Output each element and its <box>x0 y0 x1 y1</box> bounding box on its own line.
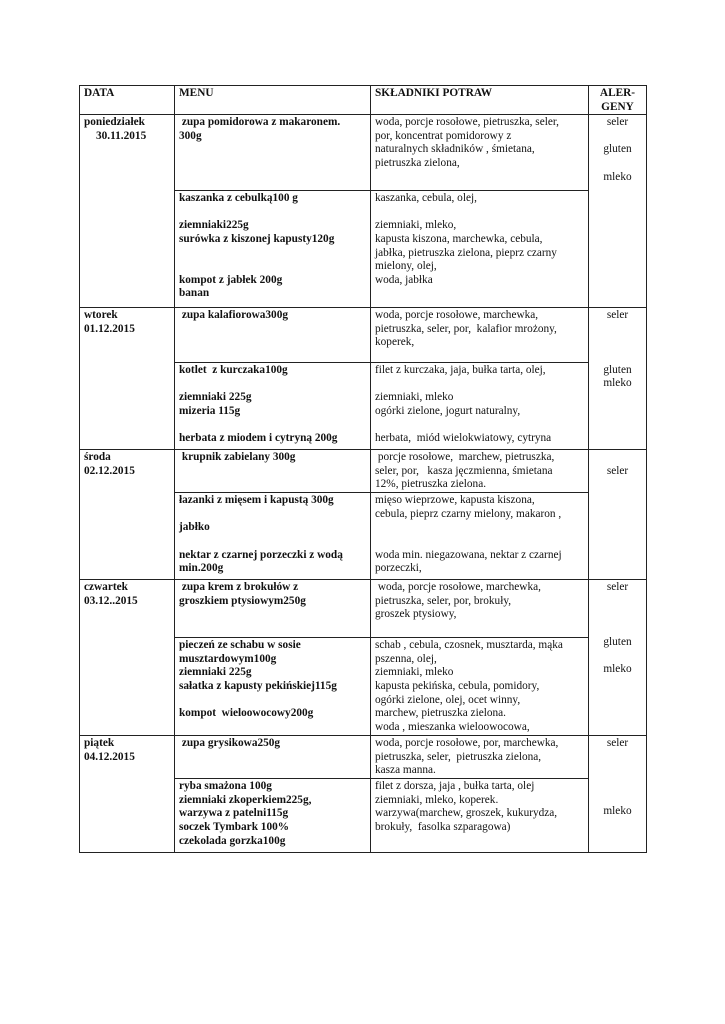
main-menu-line: kotlet z kurczaka100g <box>179 364 288 377</box>
header-allergens: ALER- GENY <box>589 86 647 115</box>
day-name: wtorek <box>84 309 118 322</box>
main-menu-line: kompot wieloowocowy200g <box>179 707 314 720</box>
main-ingredients-cell <box>371 493 589 580</box>
soup-ingredients-cell <box>371 308 589 363</box>
main-menu-line: kaszanka z cebulką100 g <box>179 192 298 205</box>
main-menu-line: łazanki z mięsem i kapustą 300g <box>179 494 334 507</box>
main-ingredients-line <box>375 419 584 433</box>
soup-ingredients-line: woda, porcje rosołowe, por, marchewka, <box>375 737 559 750</box>
main-menu-line: ziemniaki 225g <box>179 666 252 679</box>
allergen-line <box>593 649 642 663</box>
main-ingredients-line: jabłka, pietruszka zielona, pieprz czarny <box>375 246 557 259</box>
soup-ingredients-line: porcje rosołowe, marchew, pietruszka, <box>375 451 555 464</box>
main-menu-line <box>179 508 366 522</box>
main-menu-line: min.200g <box>179 562 224 575</box>
soup-menu-line: krupnik zabielany 300g <box>179 451 296 464</box>
day-date: 04.12.2015 <box>84 750 135 763</box>
main-ingredients-cell <box>371 638 589 736</box>
allergen-line <box>593 323 642 337</box>
main-menu-line: kompot z jabłek 200g <box>179 273 283 286</box>
main-ingredients-cell <box>371 191 589 308</box>
soup-ingredients-line: woda, porcje rosołowe, pietruszka, seler, <box>375 116 559 129</box>
main-menu-line <box>179 260 366 274</box>
allergen-line: seler <box>606 581 629 594</box>
soup-ingredients-line: koperek, <box>375 336 415 349</box>
allergen-line <box>593 336 642 350</box>
soup-ingredients-cell <box>371 580 589 638</box>
main-menu-line <box>179 419 366 433</box>
day-name: środa <box>84 451 111 464</box>
main-menu-line: musztardowym100g <box>179 652 277 665</box>
soup-ingredients-line: seler, por, kasza jęczmienna, śmietana <box>375 464 553 477</box>
main-menu-line: herbata z miodem i cytryną 200g <box>179 432 338 445</box>
main-menu-line: warzywa z patelni115g <box>179 807 289 820</box>
allergen-line <box>593 595 642 609</box>
soup-menu-cell <box>175 308 371 363</box>
main-menu-line: mizeria 115g <box>179 404 241 417</box>
allergen-line <box>593 792 642 806</box>
day-soup-row <box>80 308 647 363</box>
day-cell <box>80 450 175 580</box>
day-name: czwartek <box>84 581 128 594</box>
main-menu-line: pieczeń ze schabu w sosie <box>179 639 301 652</box>
soup-ingredients-cell <box>371 450 589 493</box>
main-menu-line: jabłko <box>179 521 210 534</box>
main-ingredients-line: kapusta kiszona, marchewka, cebula, <box>375 232 543 245</box>
main-ingredients-line: pszenna, olej, <box>375 652 437 665</box>
allergens-cell <box>589 450 647 580</box>
main-menu-line: czekolada gorzka100g <box>179 834 286 847</box>
allergen-line <box>593 751 642 765</box>
main-ingredients-line: brokuły, fasolka szparagowa) <box>375 820 511 833</box>
allergens-cell <box>589 736 647 853</box>
soup-menu-cell <box>175 115 371 191</box>
main-ingredients-line: ziemniaki, mleko <box>375 666 454 679</box>
allergen-line <box>593 622 642 636</box>
main-ingredients-line: mielony, olej, <box>375 260 437 273</box>
header-row <box>80 86 647 115</box>
soup-ingredients-line: woda, porcje rosołowe, marchewka, <box>375 581 541 594</box>
day-cell <box>80 308 175 450</box>
day-name: poniedziałek <box>84 116 145 129</box>
main-ingredients-cell <box>371 779 589 853</box>
soup-menu-line: zupa krem z brokułów z <box>179 581 299 594</box>
allergens-cell <box>589 308 647 450</box>
main-menu-line: ziemniaki225g <box>179 219 249 232</box>
main-menu-line: ziemniaki 225g <box>179 391 252 404</box>
main-ingredients-line: ziemniaki, mleko <box>375 391 454 404</box>
soup-menu-line: groszkiem ptysiowym250g <box>179 594 306 607</box>
main-ingredients-line <box>375 206 584 220</box>
soup-menu-line: zupa kalafiorowa300g <box>179 309 289 322</box>
allergen-line: gluten <box>603 635 632 648</box>
main-menu-line: soczek Tymbark 100% <box>179 820 290 833</box>
soup-ingredients-line: pietruszka, seler, pietruszka zielona, <box>375 750 542 763</box>
allergen-line <box>593 608 642 622</box>
main-ingredients-line: kaszanka, cebula, olej, <box>375 192 477 205</box>
main-ingredients-line: ziemniaki, mleko, <box>375 219 457 232</box>
main-menu-line <box>179 247 366 261</box>
allergen-line <box>593 130 642 144</box>
allergen-line: mleko <box>603 662 632 675</box>
soup-menu-cell <box>175 450 371 493</box>
main-ingredients-line: marchew, pietruszka zielona. <box>375 707 507 720</box>
allergen-line <box>593 778 642 792</box>
main-ingredients-line: kapusta pekińska, cebula, pomidory, <box>375 679 540 692</box>
header-menu: MENU <box>175 86 371 115</box>
main-ingredients-line <box>375 535 584 549</box>
header-date: DATA <box>80 86 175 115</box>
day-date: 30.11.2015 <box>96 129 147 142</box>
allergen-line: mleko <box>603 377 632 390</box>
allergen-line: seler <box>606 309 629 322</box>
day-date: 01.12.2015 <box>84 322 135 335</box>
soup-ingredients-cell <box>371 115 589 191</box>
allergen-line: seler <box>606 116 629 129</box>
main-ingredients-line: woda , mieszanka wieloowocowa, <box>375 720 530 733</box>
main-ingredients-line: ziemniaki, mleko, koperek. <box>375 793 499 806</box>
main-menu-line: surówka z kiszonej kapusty120g <box>179 232 335 245</box>
main-ingredients-line: woda, jabłka <box>375 273 433 286</box>
main-menu-line: ziemniaki zkoperkiem225g, <box>179 793 312 806</box>
soup-menu-cell <box>175 580 371 638</box>
allergen-line: seler <box>606 464 629 477</box>
day-soup-row <box>80 450 647 493</box>
main-ingredients-line: porzeczki, <box>375 562 422 575</box>
soup-ingredients-line: groszek ptysiowy, <box>375 608 457 621</box>
day-name: piątek <box>84 737 115 750</box>
allergens-cell <box>589 580 647 736</box>
main-ingredients-line: cebula, pieprz czarny mielony, makaron , <box>375 507 562 520</box>
main-ingredients-line: herbata, miód wielokwiatowy, cytryna <box>375 432 552 445</box>
soup-ingredients-cell <box>371 736 589 779</box>
soup-ingredients-line: por, koncentrat pomidorowy z <box>375 129 512 142</box>
day-cell <box>80 580 175 736</box>
allergens-cell <box>589 115 647 308</box>
main-menu-line <box>179 694 366 708</box>
allergen-line: seler <box>606 737 629 750</box>
main-menu-line: ryba smażona 100g <box>179 780 272 793</box>
soup-menu-cell <box>175 736 371 779</box>
main-menu-cell <box>175 779 371 853</box>
soup-ingredients-line: pietruszka zielona, <box>375 156 460 169</box>
soup-ingredients-line: woda, porcje rosołowe, marchewka, <box>375 309 539 322</box>
soup-menu-line: zupa pomidorowa z makaronem. <box>179 116 341 129</box>
soup-menu-line: zupa grysikowa250g <box>179 737 281 750</box>
day-soup-row <box>80 736 647 779</box>
day-cell <box>80 736 175 853</box>
main-ingredients-line: schab , cebula, czosnek, musztarda, mąka <box>375 639 563 652</box>
day-date: 03.12..2015 <box>84 594 138 607</box>
main-ingredients-line: filet z kurczaka, jaja, bułka tarta, olej, <box>375 364 546 377</box>
allergen-line <box>593 451 642 465</box>
main-menu-line <box>179 535 366 549</box>
main-menu-cell <box>175 191 371 308</box>
main-ingredients-line: woda min. niegazowana, nektar z czarnej <box>375 548 562 561</box>
soup-ingredients-line: pietruszka, seler, por, kalafior mrożony, <box>375 322 557 335</box>
main-ingredients-line: ogórki zielone, jogurt naturalny, <box>375 404 521 417</box>
main-menu-line <box>179 206 366 220</box>
main-ingredients-line: ogórki zielone, olej, ocet winny, <box>375 693 521 706</box>
main-ingredients-line: warzywa(marchew, groszek, kukurydza, <box>375 807 558 820</box>
main-menu-cell <box>175 363 371 450</box>
main-menu-line: banan <box>179 287 210 300</box>
main-ingredients-line <box>375 378 584 392</box>
soup-menu-line: 300g <box>179 129 202 142</box>
main-menu-cell <box>175 493 371 580</box>
header-ingredients: SKŁADNIKI POTRAW <box>371 86 589 115</box>
allergen-line: gluten <box>603 363 632 376</box>
day-soup-row <box>80 580 647 638</box>
menu-table <box>79 85 647 853</box>
day-cell <box>80 115 175 308</box>
allergen-line <box>593 764 642 778</box>
day-date: 02.12.2015 <box>84 464 135 477</box>
main-menu-line <box>179 378 366 392</box>
allergen-line: mleko <box>603 805 632 818</box>
soup-ingredients-line: naturalnych składników , śmietana, <box>375 143 535 156</box>
soup-ingredients-line: kasza manna. <box>375 764 436 777</box>
main-menu-cell <box>175 638 371 736</box>
allergen-line: gluten <box>603 143 632 156</box>
soup-ingredients-line: 12%, pietruszka zielona. <box>375 478 487 491</box>
allergen-line: mleko <box>603 170 632 183</box>
main-ingredients-line: mięso wieprzowe, kapusta kiszona, <box>375 494 535 507</box>
allergen-line <box>593 350 642 364</box>
allergen-line <box>593 157 642 171</box>
main-ingredients-line <box>375 521 584 535</box>
main-menu-line: nektar z czarnej porzeczki z wodą <box>179 548 343 561</box>
main-ingredients-cell <box>371 363 589 450</box>
main-ingredients-line: filet z dorsza, jaja , bułka tarta, olej <box>375 780 535 793</box>
soup-ingredients-line: pietruszka, seler, por, brokuły, <box>375 594 512 607</box>
menu-body <box>80 115 647 853</box>
main-menu-line: sałatka z kapusty pekińskiej115g <box>179 679 337 692</box>
day-soup-row <box>80 115 647 191</box>
